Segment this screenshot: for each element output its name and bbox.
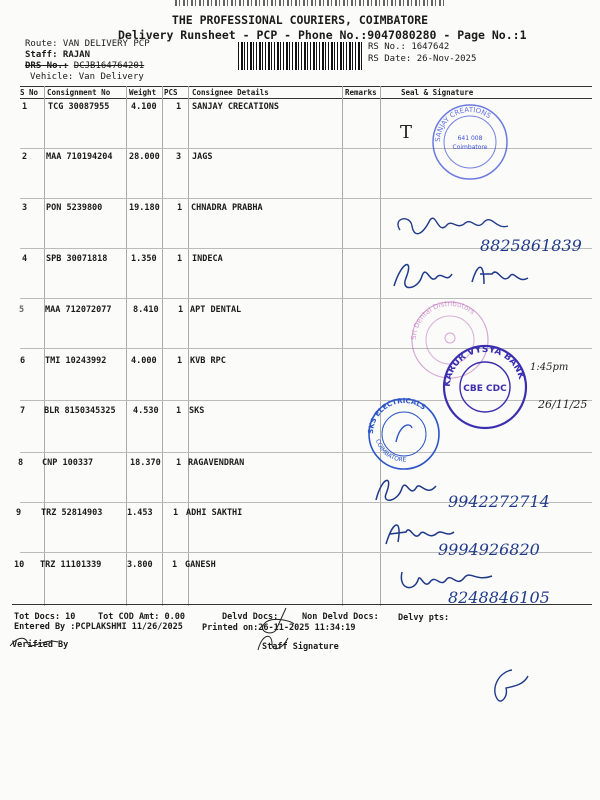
stamp-karur-vysya-bank (440, 342, 530, 432)
rs-number: RS No.: 1647642 (368, 42, 450, 52)
row-weight: 1.350 (131, 254, 157, 264)
row-weight: 4.000 (131, 356, 157, 366)
total-docs: Tot Docs: 10 (14, 612, 76, 622)
verified-by: Verified By (12, 640, 69, 650)
stamp-bottom-text: COIMBATORE (374, 438, 407, 464)
staff-signature-scribble (254, 630, 294, 654)
stamp-inner-text: CBE CDC (463, 384, 507, 394)
row-consignment: TRZ 52814903 (41, 508, 103, 518)
runsheet-barcode (238, 42, 364, 70)
col-divider (342, 86, 343, 606)
row-consignee: KVB RPC (190, 356, 226, 366)
delivery-points: Delvy pts: (398, 613, 450, 623)
row-consignment: TCG 30087955 (48, 102, 110, 112)
col-consignee: Consignee Details (192, 88, 269, 97)
row-sno: 1 (22, 102, 28, 112)
row-consignment: TRZ 11101339 (40, 560, 102, 570)
handwritten-phone: 9942272714 (448, 492, 550, 511)
row-sno: 6 (20, 356, 26, 366)
rs-date: RS Date: 26-Nov-2025 (368, 54, 477, 64)
col-remarks: Remarks (345, 88, 377, 97)
row-pcs: 1 (177, 203, 183, 213)
row-pcs: 1 (176, 458, 182, 468)
stamp-text: Sri Dental Distributors (409, 299, 477, 341)
handwritten-phone: 9994926820 (438, 540, 540, 559)
row-weight: 3.800 (127, 560, 153, 570)
row-sno: 4 (22, 254, 28, 264)
row-consignment: CNP 100337 (42, 458, 94, 468)
staff-label: Staff: RAJAN (25, 50, 91, 60)
row-pcs: 3 (176, 152, 182, 162)
col-consignment: Consignment No (47, 88, 111, 97)
handwritten-phone: 8248846105 (448, 588, 550, 607)
row-weight: 4.530 (133, 406, 159, 416)
row-pcs: 1 (172, 560, 178, 570)
printed-on: Printed on:26-11-2025 11:34:19 (202, 623, 356, 633)
col-sno: S No (20, 88, 39, 97)
row-consignee: CHNADRA PRABHA (191, 203, 263, 213)
row-consignment: TMI 10243992 (45, 356, 107, 366)
stamp-sanjay-creations (430, 102, 510, 182)
non-delivered-docs: Non Delvd Docs: (302, 612, 379, 622)
row-pcs: 1 (173, 508, 179, 518)
row-pcs: 1 (178, 305, 184, 315)
runsheet-subtitle: Delivery Runsheet - PCP - Phone No.:9047080280 - Page No.:1 (118, 28, 527, 42)
row-pcs: 1 (177, 254, 183, 264)
row-sno: 7 (20, 406, 26, 416)
handwritten-mark: T (400, 122, 413, 143)
staff-signature-label: Staff Signature (262, 642, 339, 652)
drs-value: DCJB164764201 (73, 61, 145, 71)
row-pcs: 1 (176, 102, 182, 112)
drs-label: DRS No.: (25, 61, 69, 71)
row-consignee: SKS (189, 406, 205, 416)
row-consignee: INDECA (192, 254, 223, 264)
total-cod-amount: Tot COD Amt: 0.00 (98, 612, 185, 622)
svg-text:641 008: 641 008 (457, 135, 483, 142)
col-divider (162, 86, 163, 606)
stamp-text: SANJAY CREATIONS (433, 105, 493, 143)
row-sno: 5 (19, 305, 25, 315)
row-consignment: PON 5239800 (46, 203, 103, 213)
handwritten-time: 1:45pm (530, 362, 569, 373)
vehicle-label: Vehicle: Van Delivery (30, 72, 144, 82)
svg-text:KARUR VYSYA BANK (443, 345, 527, 387)
bottom-signature (488, 666, 532, 706)
signature-row8 (372, 472, 442, 506)
row-consignee: ADHI SAKTHI (186, 508, 243, 518)
row-consignment: MAA 712072077 (45, 305, 112, 315)
row-sno: 3 (22, 203, 28, 213)
row-rule (20, 198, 592, 199)
table-header-rule (20, 98, 592, 99)
col-weight: Weight (129, 88, 157, 97)
row-consignment: BLR 8150345325 (44, 406, 116, 416)
row-rule (20, 298, 592, 299)
company-title: THE PROFESSIONAL COURIERS, COIMBATORE (171, 13, 429, 27)
row-pcs: 1 (177, 356, 183, 366)
handwritten-date: 26/11/25 (538, 398, 588, 411)
row-consignee: GANESH (185, 560, 216, 570)
stamp-text: KARUR VYSYA BANK (442, 344, 527, 388)
svg-text:Coimbatore: Coimbatore (452, 144, 488, 151)
entered-by: Entered By :PCPLAKSHMI 11/26/2025 (14, 622, 183, 632)
col-pcs: PCS (164, 88, 178, 97)
handwritten-phone: 8825861839 (480, 236, 582, 255)
row-consignee: SANJAY CRECATIONS (192, 102, 279, 112)
top-barcode-remnant (175, 0, 445, 6)
row-weight: 1.453 (127, 508, 153, 518)
delivered-docs: Delvd Docs: (222, 612, 279, 622)
col-divider (126, 86, 127, 606)
svg-text:SKS ELECTRICALS (367, 397, 427, 434)
col-divider (44, 86, 45, 606)
stamp-sks-electricals (364, 394, 444, 474)
row-consignment: SPB 30071818 (46, 254, 108, 264)
row-consignee: APT DENTAL (190, 305, 242, 315)
row-weight: 4.100 (131, 102, 157, 112)
stamp-text: SKS ELECTRICALS (366, 396, 428, 435)
row-rule (20, 452, 592, 453)
row-consignee: JAGS (192, 152, 213, 162)
row-sno: 8 (18, 458, 24, 468)
verified-signature (8, 632, 68, 652)
row-sno: 9 (16, 508, 22, 518)
row-weight: 19.180 (129, 203, 160, 213)
col-seal: Seal & Signature (401, 88, 474, 97)
signature-row4 (388, 256, 538, 296)
row-sno: 2 (22, 152, 28, 162)
row-consignment: MAA 710194204 (46, 152, 113, 162)
row-sno: 10 (14, 560, 25, 570)
drs-line (25, 61, 144, 72)
table-top-rule (20, 86, 592, 87)
svg-text:Sri Dental Distributors (410, 300, 477, 340)
row-weight: 8.410 (133, 305, 159, 315)
row-pcs: 1 (176, 406, 182, 416)
row-weight: 18.370 (130, 458, 161, 468)
col-divider (188, 86, 189, 606)
row-consignee: RAGAVENDRAN (188, 458, 245, 468)
row-weight: 28.000 (129, 152, 160, 162)
route-label: Route: VAN DELIVERY PCP (25, 39, 150, 49)
